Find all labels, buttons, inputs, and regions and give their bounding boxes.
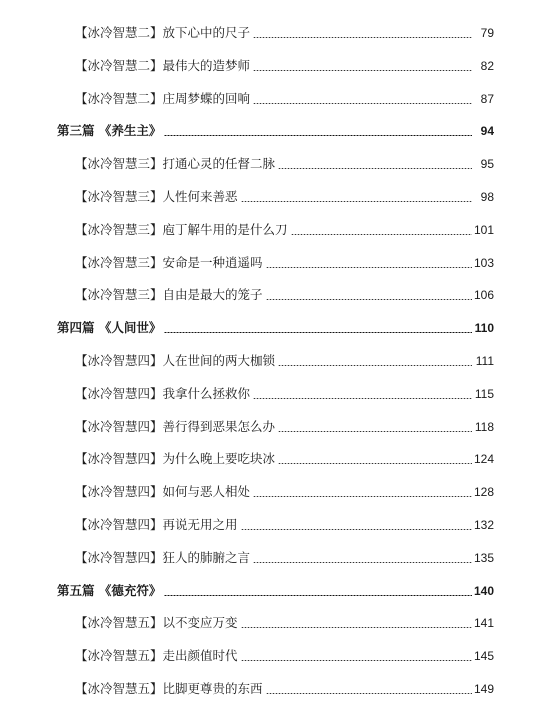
toc-chapter-heading[interactable]	[57, 317, 494, 339]
entry-title: 【冰冷智慧五】以不变应万变	[75, 615, 238, 631]
dot-leader	[253, 398, 472, 399]
entry-title: 【冰冷智慧四】为什么晚上要吃块冰	[75, 451, 276, 467]
dot-leader	[241, 660, 472, 661]
page-number: 110	[474, 321, 494, 336]
entry-title: 【冰冷智慧五】比脚更尊贵的东西	[75, 681, 263, 696]
entry-title: 【冰冷智慧四】狂人的肺腑之言	[75, 549, 251, 565]
page-number: 141	[473, 616, 494, 631]
dot-leader	[253, 103, 472, 104]
page-number: 115	[474, 386, 494, 401]
toc-entry[interactable]	[75, 252, 494, 274]
page-number: 94	[480, 124, 494, 139]
toc-entry[interactable]	[75, 22, 494, 44]
entry-title: 【冰冷智慧四】我拿什么拯救你	[75, 385, 251, 401]
dot-leader	[253, 496, 472, 497]
dot-leader	[291, 234, 472, 235]
entry-title: 【冰冷智慧四】再说无用之用	[75, 517, 238, 532]
dot-leader	[278, 431, 472, 432]
dot-leader	[253, 562, 472, 563]
toc-entry[interactable]	[75, 416, 494, 438]
toc-entry[interactable]	[75, 88, 494, 110]
dot-leader	[241, 201, 472, 202]
page-number: 98	[480, 190, 494, 204]
entry-title: 【冰冷智慧四】如何与恶人相处	[75, 484, 251, 500]
page-number: 82	[480, 58, 494, 73]
page-number: 135	[473, 550, 494, 565]
page-number: 111	[475, 354, 494, 368]
entry-title: 【冰冷智慧四】人在世间的两大枷锁	[75, 353, 276, 368]
toc-entry[interactable]	[75, 448, 494, 470]
toc-entry[interactable]	[75, 612, 494, 634]
dot-leader	[266, 693, 472, 694]
toc-entry[interactable]	[75, 284, 494, 306]
dot-leader	[241, 529, 472, 530]
page-number: 118	[474, 419, 494, 434]
page-number: 145	[473, 649, 494, 664]
chapter-title: 第四篇 《人间世》	[57, 320, 162, 336]
toc-entry[interactable]	[75, 481, 494, 503]
toc-entry[interactable]	[75, 678, 494, 700]
page-number: 87	[480, 91, 494, 106]
entry-title: 【冰冷智慧二】最伟大的造梦师	[75, 57, 251, 73]
entry-title: 【冰冷智慧二】庄周梦蝶的回响	[75, 90, 251, 106]
toc-entry[interactable]	[75, 383, 494, 405]
dot-leader	[278, 463, 472, 464]
entry-title: 【冰冷智慧五】走出颜值时代	[75, 648, 238, 664]
toc-entry[interactable]	[75, 55, 494, 77]
page-number: 103	[473, 255, 494, 270]
dot-leader	[164, 332, 472, 333]
entry-title: 【冰冷智慧三】自由是最大的笼子	[75, 287, 263, 303]
dot-leader	[241, 627, 472, 628]
page-number: 132	[473, 518, 494, 532]
page-number: 128	[473, 485, 494, 500]
toc-entry[interactable]	[75, 153, 494, 175]
dot-leader	[278, 168, 472, 169]
toc-chapter-heading[interactable]	[57, 120, 494, 142]
dot-leader	[278, 365, 472, 366]
dot-leader	[253, 37, 472, 38]
dot-leader	[266, 299, 472, 300]
entry-title: 【冰冷智慧三】人性何来善恶	[75, 189, 238, 204]
dot-leader	[164, 135, 472, 136]
toc-entry[interactable]	[75, 186, 494, 208]
toc-entry[interactable]	[75, 645, 494, 667]
page-number: 95	[480, 157, 494, 172]
dot-leader	[266, 267, 472, 268]
chapter-title: 第三篇 《养生主》	[57, 123, 162, 139]
toc-chapter-heading[interactable]	[57, 580, 494, 602]
page-number: 124	[473, 452, 494, 467]
toc-entry[interactable]	[75, 219, 494, 241]
entry-title: 【冰冷智慧三】庖丁解牛用的是什么刀	[75, 221, 288, 237]
page-number: 106	[473, 288, 494, 303]
entry-title: 【冰冷智慧二】放下心中的尺子	[75, 25, 251, 40]
page-number: 101	[473, 222, 494, 237]
entry-title: 【冰冷智慧四】善行得到恶果怎么办	[75, 418, 276, 434]
page-number: 140	[473, 583, 494, 598]
toc-entry[interactable]	[75, 514, 494, 536]
chapter-title: 第五篇 《德充符》	[57, 582, 162, 598]
toc-entry[interactable]	[75, 547, 494, 569]
page-number: 79	[480, 26, 494, 40]
dot-leader	[253, 70, 472, 71]
toc-entry[interactable]	[75, 350, 494, 372]
dot-leader	[164, 595, 472, 596]
entry-title: 【冰冷智慧三】安命是一种逍遥吗	[75, 254, 263, 270]
page-number: 149	[473, 682, 494, 696]
entry-title: 【冰冷智慧三】打通心灵的任督二脉	[75, 156, 276, 172]
